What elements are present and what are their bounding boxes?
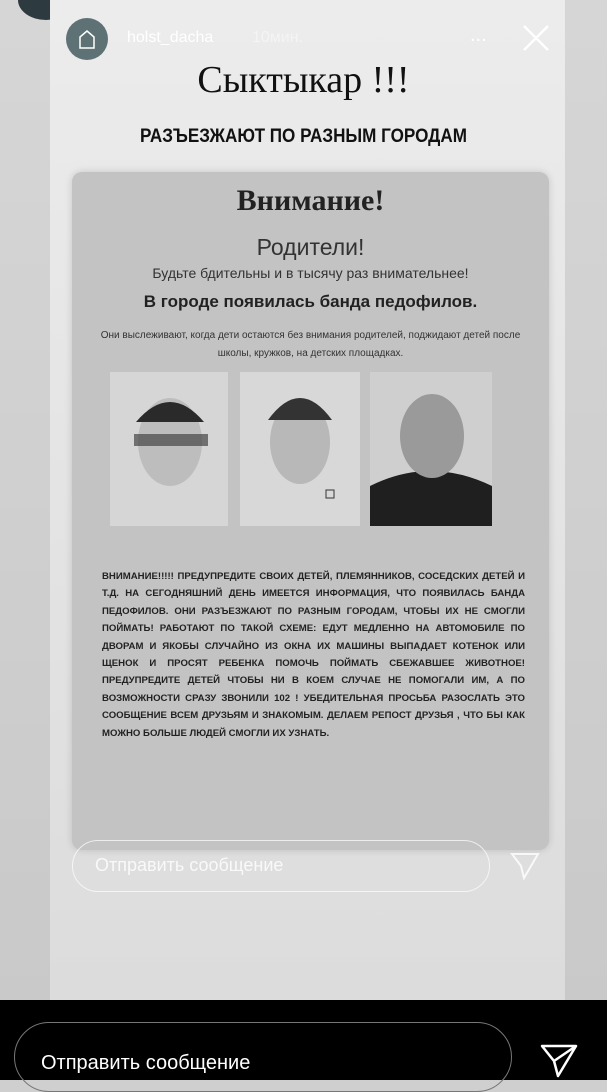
house-logo-icon — [78, 29, 96, 49]
suspect-photo-3 — [370, 372, 492, 526]
poster-photo — [72, 172, 549, 850]
story-title: Сыктыкар !!! — [197, 59, 410, 101]
story-time: 10мин. — [252, 29, 304, 46]
story-subtitle: РАЗЪЕЗЖАЮТ ПО РАЗНЫМ ГОРОДАМ — [140, 126, 467, 147]
close-icon[interactable] — [520, 22, 552, 54]
poster-line-bold: В городе появилась банда педофилов. — [143, 292, 478, 311]
suspect-sketch-1 — [110, 372, 228, 526]
more-options-button[interactable]: ... — [470, 24, 487, 46]
username[interactable]: holst_dacha — [127, 29, 214, 46]
suspect-sketch-2 — [240, 372, 360, 526]
inner-reply-placeholder: Отправить сообщение — [72, 840, 490, 892]
poster-heading: Внимание! — [236, 184, 385, 217]
reply-input[interactable]: Отправить сообщение — [14, 1022, 512, 1092]
poster-small-text: Они выслеживают, когда дети остаются без внимания родителей, поджидают детей после школы, кружков, на детских площадках. — [100, 330, 521, 359]
inner-send-icon — [510, 852, 540, 880]
avatar[interactable] — [66, 18, 108, 60]
send-icon[interactable] — [540, 1044, 578, 1078]
poster-line: Будьте бдительны и в тысячу раз внимательнее! — [152, 265, 469, 281]
poster-body-text: ВНИМАНИЕ!!!!! ПРЕДУПРЕДИТЕ СВОИХ ДЕТЕЙ, ПЛЕМЯННИКОВ, СОСЕДСКИХ ДЕТЕЙ И Т.Д. НА СЕГОДНЯШНИЙ ДЕНЬ ИМЕЕТСЯ ИНФОРМАЦИЯ, ЧТО ПОЯВИЛАСЬ БАНДА ПЕДОФИЛОВ. ОНИ РАЗЪЕЗЖАЮТ ПО РАЗНЫМ ГОРОДАМ, ЧТОБЫ ИХ НЕ СМОГЛИ ПОЙМАТЬ! РАБОТАЮТ ПО ТАКОЙ СХЕМЕ: ЕДУТ МЕДЛЕННО НА АВТОМОБИЛЕ ПО ДВОРАМ И ЯКОБЫ СЛУЧАЙНО ИЗ ОКНА ИХ МАШИНЫ ВЫПАДАЕТ КОТЕНОК ИЛИ ЩЕНОК И ПРОСЯТ РЕБЕНКА ПОМОЧЬ ПОЙМАТЬ СБЕЖАВШЕЕ ЖИВОТНОЕ! ПРЕДУПРЕДИТЕ ДЕТЕЙ ЧТОБЫ НИ В КОЕМ СЛУЧАЕ НЕ ПОМОГАЛИ ИМ, А ПО ВОЗМОЖНОСТИ СРАЗУ ЗВОНИЛИ 102 ! УБЕДИТЕЛЬНАЯ ПРОСЬБА РАЗОСЛАТЬ ЭТО СООБЩЕНИЕ ВСЕМ ДРУЗЬЯМ И ЗНАКОМЫМ. ДЕЛАЕМ РЕПОСТ ДРУЗЬЯ , ЧТО БЫ КАК МОЖНО БОЛЬШЕ ЛЮДЕЙ СМОГЛИ ИХ УЗНАТЬ. — [102, 571, 525, 739]
poster-subheading: Родители! — [256, 234, 365, 260]
reply-bar — [0, 1000, 607, 1080]
